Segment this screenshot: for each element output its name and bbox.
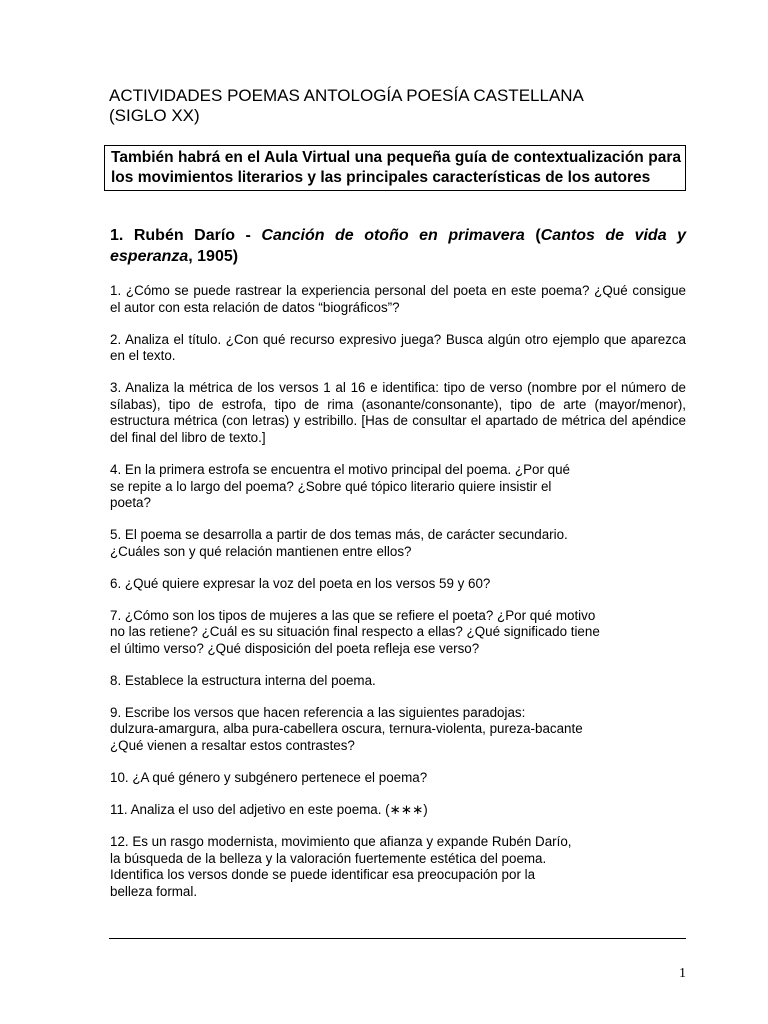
question-5: 5. El poema se desarrolla a partir de dos temas más, de carácter secundario. ¿Cuáles son y qué relación mantienen entre ellos? bbox=[110, 527, 568, 559]
aula-virtual-note: También habrá en el Aula Virtual una pequeña guía de contextualización para los movimientos literarios y las principales características de los autores bbox=[104, 145, 686, 191]
document-title bbox=[109, 86, 689, 126]
question-11: 11. Analiza el uso del adjetivo en este poema. (∗∗∗) bbox=[110, 801, 428, 817]
document-title-text: ACTIVIDADES POEMAS ANTOLOGÍA POESÍA CASTELLANA (SIGLO XX) bbox=[109, 86, 584, 125]
question-8: 8. Establece la estructura interna del poema. bbox=[110, 672, 376, 688]
book-title: Cantos de vida y esperanza bbox=[110, 227, 687, 265]
question-list bbox=[110, 283, 686, 900]
section-prefix: 1. Rubén Darío - bbox=[110, 227, 262, 244]
question-6: 6. ¿Qué quiere expresar la voz del poeta en los versos 59 y 60? bbox=[110, 575, 491, 591]
poem-title: Canción de otoño en primavera bbox=[261, 227, 525, 244]
question-1: 1. ¿Cómo se puede rastrear la experiencia personal del poeta en este poema? ¿Qué consigue el autor con esta relación de datos “biográficos”? bbox=[110, 283, 686, 315]
question-12: 12. Es un rasgo modernista, movimiento que afianza y expande Rubén Darío, la búsqueda de la belleza y la valoración fuertemente estética del poema. Identifica los versos donde se puede identificar esa preocupación por la belleza formal. bbox=[110, 833, 572, 899]
question-3: 3. Analiza la métrica de los versos 1 al 16 e identifica: tipo de verso (nombre por el número de sílabas), tipo de estrofa, tipo de rima (asonante/consonante), tipo de arte (mayor/menor), estructura métrica (con letras) y estribillo. [Has de consultar el apartado de métrica del apéndice del final del libro de texto.] bbox=[110, 380, 686, 445]
section-suffix: , 1905) bbox=[188, 248, 239, 265]
question-9: 9. Escribe los versos que hacen referencia a las siguientes paradojas: dulzura-amargura, alba pura-cabellera oscura, ternura-violenta, pureza-bacante ¿Qué vienen a resaltar estos contrastes? bbox=[110, 704, 583, 753]
question-7: 7. ¿Cómo son los tipos de mujeres a las que se refiere el poeta? ¿Por qué motivo no las retiene? ¿Cuál es su situación final respecto a ellas? ¿Qué significado tiene el último verso? ¿Qué disposición del poeta refleja ese verso? bbox=[110, 607, 600, 656]
footer-divider bbox=[109, 938, 686, 939]
question-2: 2. Analiza el título. ¿Con qué recurso expresivo juega? Busca algún otro ejemplo que aparezca en el texto. bbox=[110, 331, 686, 364]
page-number: 1 bbox=[679, 966, 686, 981]
section-open-paren: ( bbox=[524, 227, 541, 244]
question-4: 4. En la primera estrofa se encuentra el motivo principal del poema. ¿Por qué se repite a lo largo del poema? ¿Sobre qué tópico literario quiere insistir el poeta? bbox=[110, 461, 570, 511]
question-10: 10. ¿A qué género y subgénero pertenece el poema? bbox=[110, 769, 428, 785]
section-heading bbox=[110, 225, 686, 267]
